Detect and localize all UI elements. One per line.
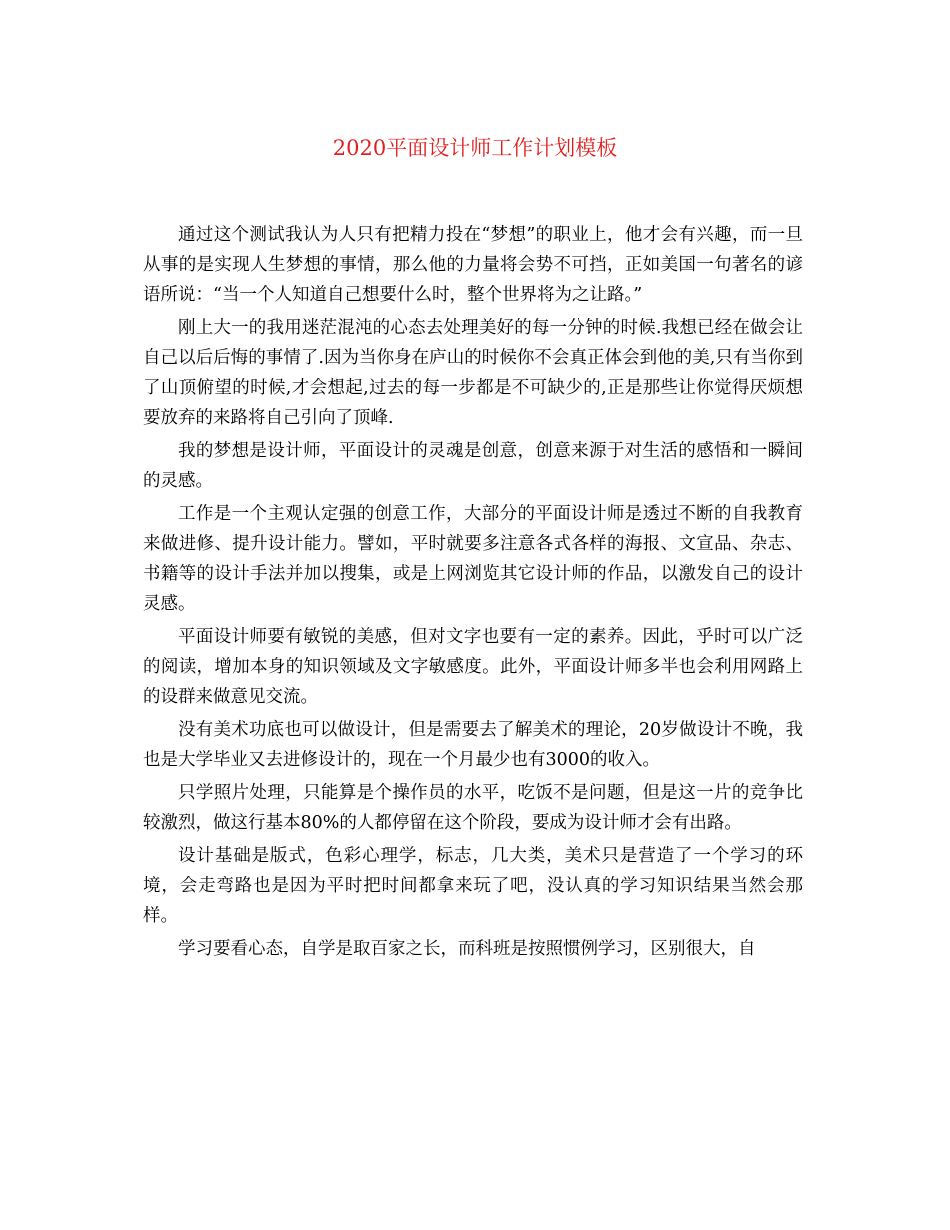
- paragraph-5: 平面设计师要有敏锐的美感，但对文字也要有一定的素养。因此，乎时可以广泛的阅读，增加本身的知识领域及文字敏感度。此外，平面设计师多半也会利用网路上的设群来做意见交流。: [143, 627, 803, 707]
- paragraph-8: 设计基础是版式，色彩心理学，标志，几大类，美术只是营造了一个学习的环境，会走弯路也是因为平时把时间都拿来玩了吧，没认真的学习知识结果当然会那样。: [143, 846, 803, 926]
- paragraph-6: 没有美术功底也可以做设计，但是需要去了解美术的理论，20岁做设计不晚，我也是大学毕业又去进修设计的，现在一个月最少也有3000的收入。: [143, 720, 803, 770]
- document-body: [143, 220, 803, 967]
- paragraph-9: 学习要看心态，自学是取百家之长，而科班是按照惯例学习，区别很大，自: [178, 939, 756, 959]
- paragraph-4: 工作是一个主观认定强的创意工作，大部分的平面设计师是透过不断的自我教育来做进修、提升设计能力。譬如，平时就要多注意各式各样的海报、文宣品、杂志、书籍等的设计手法并加以搜集，或是上网浏览其它设计师的作品，以激发自己的设计灵感。: [143, 504, 803, 614]
- paragraph-7: 只学照片处理，只能算是个操作员的水平，吃饭不是问题，但是这一片的竞争比较激烈，做这行基本80%的人都停留在这个阶段，要成为设计师才会有出路。: [143, 783, 803, 833]
- paragraph-3: 我的梦想是设计师，平面设计的灵魂是创意，创意来源于对生活的感悟和一瞬间的灵感。: [143, 441, 803, 491]
- document-title: 2020平面设计师工作计划模板: [332, 136, 618, 160]
- paragraph-1: 通过这个测试我认为人只有把精力投在“梦想”的职业上，他才会有兴趣，而一旦从事的是实现人生梦想的事情，那么他的力量将会势不可挡，正如美国一句著名的谚语所说：“当一个人知道自己想要什么时，整个世界将为之让路。”: [143, 225, 803, 305]
- paragraph-2: 刚上大一的我用迷茫混沌的心态去处理美好的每一分钟的时候.我想已经在做会让自己以后后悔的事情了.因为当你身在庐山的时候你不会真正体会到他的美,只有当你到了山顶俯望的时候,才会想起,过去的每一步都是不可缺少的,正是那些让你觉得厌烦想要放弃的来路将自己引向了顶峰.: [143, 318, 803, 428]
